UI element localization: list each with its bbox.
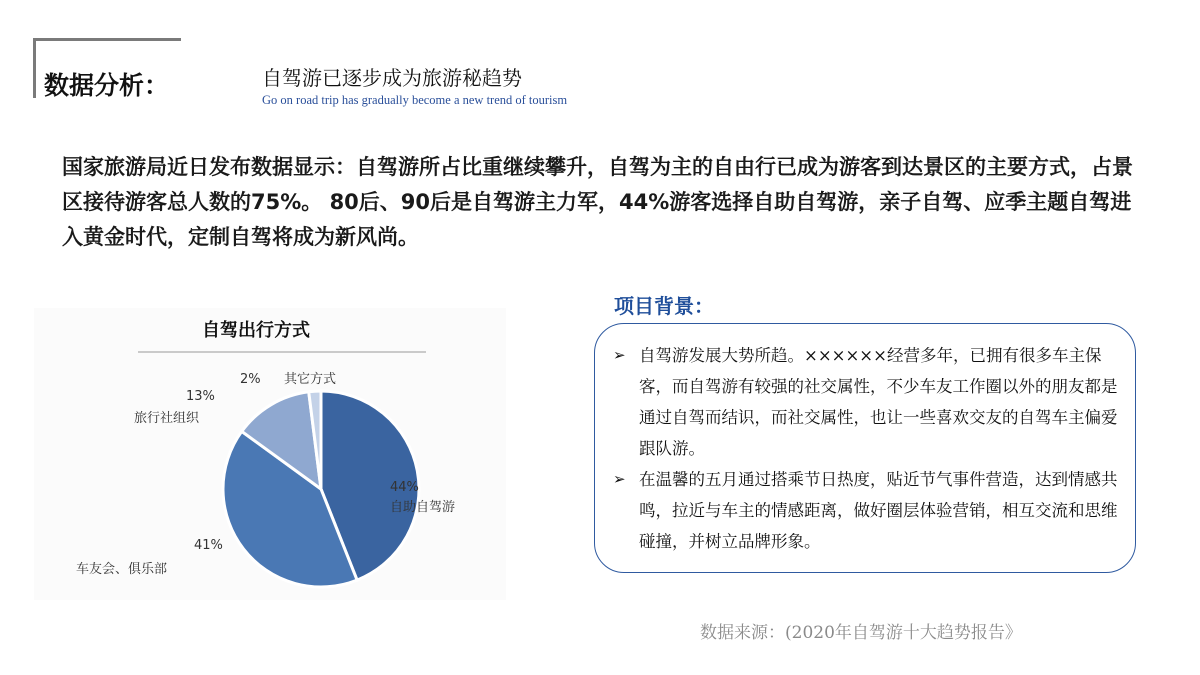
background-bullet-item: [613, 464, 1121, 557]
pie-slice-category-label: 自助自驾游: [390, 500, 456, 515]
background-bullet-text: 自驾游发展大势所趋。××××××经营多年，已拥有很多车主保客，而自驾游有较强的社交属性，不少车友工作圈以外的朋友都是通过自驾而结识，而社交属性，也让一些喜欢交友的自驾车主偏爱跟队游。: [639, 346, 1118, 458]
background-bullet-text: 在温馨的五月通过搭乘节日热度，贴近节气事件营造，达到情感共鸣，拉近与车主的情感距离，做好圈层体验营销，相互交流和思维碰撞，并树立品牌形象。: [639, 470, 1118, 551]
background-box: [594, 323, 1136, 573]
pie-chart: [34, 308, 506, 600]
page-subtitle-english: Go on road trip has gradually become a new trend of tourism: [262, 93, 568, 107]
chart-title: 自驾出行方式: [202, 320, 310, 341]
pie-slice-value-label: 44%: [390, 480, 419, 495]
pie-slice-value-label: 13%: [186, 389, 215, 404]
pie-slice-value-label: 41%: [194, 538, 223, 553]
background-bullet-item: [613, 340, 1121, 464]
arrow-bullet-icon: ➢: [613, 346, 626, 364]
section-label: 数据分析：: [44, 71, 170, 100]
pie-slice-value-label: 2%: [240, 372, 261, 387]
pie-slice-category-label: 旅行社组织: [134, 411, 200, 426]
pie-slice-category-label: 车友会、俱乐部: [76, 562, 168, 577]
pie-slice-category-label: 其它方式: [284, 372, 337, 387]
data-source-note: 数据来源：(2020年自驾游十大趋势报告》: [700, 623, 1022, 643]
background-heading: 项目背景：: [614, 294, 714, 318]
intro-paragraph: 国家旅游局近日发布数据显示：自驾游所占比重继续攀升，自驾为主的自由行已成为游客到达景区的主要方式，占景区接待游客总人数的75%。 80后、90后是自驾游主力军，44%游客选择自助自驾游，亲子自驾、应季主题自驾进入黄金时代，定制自驾将成为新风尚。: [62, 155, 1133, 249]
pie-chart-panel: [34, 308, 506, 600]
page-title: 自驾游已逐步成为旅游秘趋势: [262, 66, 522, 90]
arrow-bullet-icon: ➢: [613, 470, 626, 488]
